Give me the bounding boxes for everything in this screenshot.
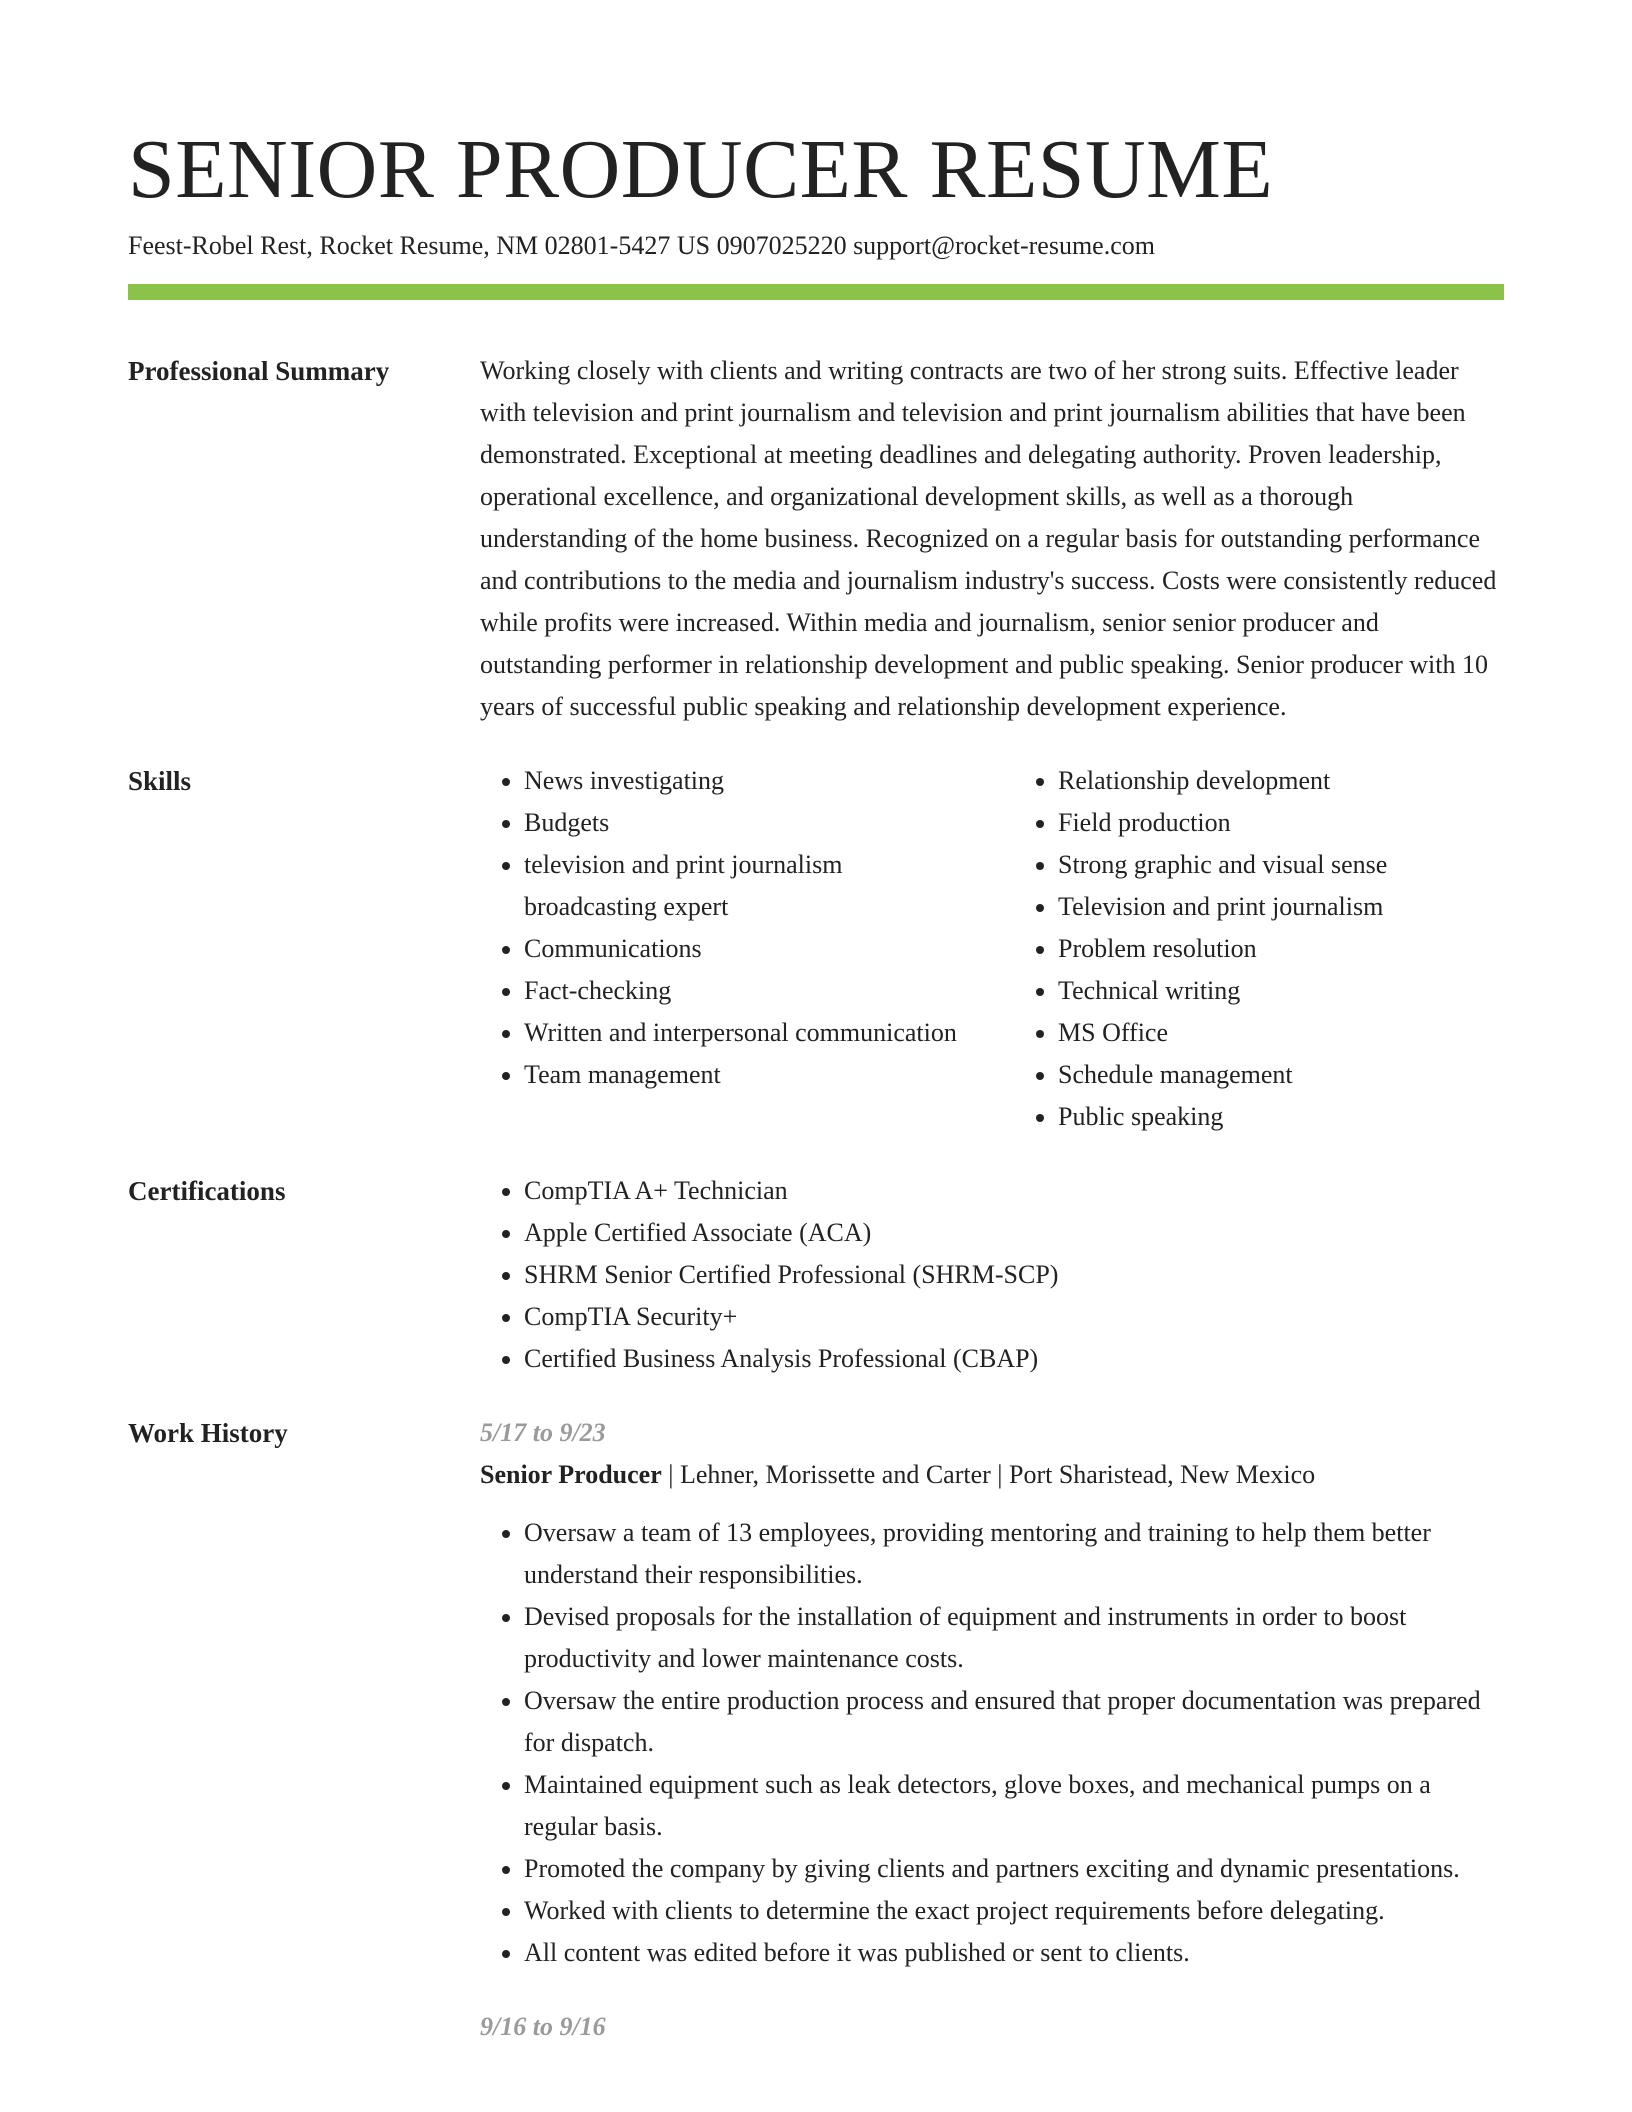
- summary-text: Working closely with clients and writing contracts are two of her strong suits. Effective leader with television and print journalism and television and print journalism abilities that have been demonstrated. Exceptional at meeting deadlines and delegating authority. Proven leadership, operational excellence, and organizational development skills, as well as a thorough understanding of the home business. Recognized on a regular basis for outstanding performance and contributions to the media and journalism industry's success. Costs were consistently reduced while profits were increased. Within media and journalism, senior senior producer and outstanding performer in relationship development and public speaking. Senior producer with 10 years of successful public speaking and relationship development experience.: [480, 356, 1497, 721]
- skill-item: • Field production: [1058, 802, 1504, 844]
- job-entry: [480, 1412, 1504, 1974]
- skill-item: • Team management: [524, 1054, 970, 1096]
- contact-line: Feest-Robel Rest, Rocket Resume, NM 02801-5427 US 0907025220 support@rocket-resume.com: [128, 231, 1155, 260]
- skill-item: • Television and print journalism: [1058, 886, 1504, 928]
- job-bullet: • All content was edited before it was published or sent to clients.: [524, 1932, 1504, 1974]
- job-bullet: • Oversaw the entire production process and ensured that proper documentation was prepared for dispatch.: [524, 1680, 1504, 1764]
- skill-item: • Strong graphic and visual sense: [1058, 844, 1504, 886]
- certification-item: • Apple Certified Associate (ACA): [524, 1212, 1504, 1254]
- page-title: SENIOR PRODUCER RESUME: [128, 123, 1274, 216]
- certification-item: • SHRM Senior Certified Professional (SHRM-SCP): [524, 1254, 1504, 1296]
- job-entry: [480, 2006, 1504, 2048]
- section-label-certifications: Certifications: [128, 1176, 286, 1206]
- certification-item: • CompTIA A+ Technician: [524, 1170, 1504, 1212]
- skill-item: • Relationship development: [1058, 760, 1504, 802]
- skill-item: • Fact-checking: [524, 970, 970, 1012]
- certifications-section: [128, 1170, 1504, 1380]
- job-bullet: • Promoted the company by giving clients and partners exciting and dynamic presentations.: [524, 1848, 1504, 1890]
- accent-divider: [128, 284, 1504, 300]
- job-bullet: • Oversaw a team of 13 employees, providing mentoring and training to help them better understand their responsibilities.: [524, 1512, 1504, 1596]
- skill-item: • Problem resolution: [1058, 928, 1504, 970]
- certifications-list: [480, 1170, 1504, 1380]
- section-label-skills: Skills: [128, 766, 192, 796]
- skill-item: • Budgets: [524, 802, 970, 844]
- job-title: Senior Producer: [480, 1460, 662, 1489]
- job-date: 5/17 to 9/23: [480, 1418, 606, 1447]
- summary-section: [128, 350, 1504, 728]
- skill-item: • MS Office: [1058, 1012, 1504, 1054]
- skill-item: • News investigating: [524, 760, 970, 802]
- job-bullets: [480, 1512, 1504, 1974]
- certification-item: • Certified Business Analysis Professional (CBAP): [524, 1338, 1504, 1380]
- job-employer-location: | Lehner, Morissette and Carter | Port Sharistead, New Mexico: [661, 1460, 1316, 1489]
- job-bullet: • Worked with clients to determine the exact project requirements before delegating.: [524, 1890, 1504, 1932]
- skills-section: [128, 760, 1504, 1138]
- skill-item: • Public speaking: [1058, 1096, 1504, 1138]
- skill-item: • Communications: [524, 928, 970, 970]
- skill-item: • television and print journalism broadcasting expert: [524, 844, 970, 928]
- skills-list-left: [480, 760, 970, 1138]
- section-label-work-history: Work History: [128, 1418, 288, 1448]
- work-history-section: [128, 1412, 1504, 2048]
- certification-item: • CompTIA Security+: [524, 1296, 1504, 1338]
- skills-list-right: [1014, 760, 1504, 1138]
- skill-item: • Schedule management: [1058, 1054, 1504, 1096]
- skill-item: • Technical writing: [1058, 970, 1504, 1012]
- section-label-summary: Professional Summary: [128, 356, 390, 386]
- job-date: 9/16 to 9/16: [480, 2012, 606, 2041]
- resume-page: [128, 0, 1504, 2048]
- skill-item: • Written and interpersonal communication: [524, 1012, 970, 1054]
- job-bullet: • Devised proposals for the installation of equipment and instruments in order to boost productivity and lower maintenance costs.: [524, 1596, 1504, 1680]
- job-bullet: • Maintained equipment such as leak detectors, glove boxes, and mechanical pumps on a regular basis.: [524, 1764, 1504, 1848]
- job-heading: [480, 1454, 1504, 1496]
